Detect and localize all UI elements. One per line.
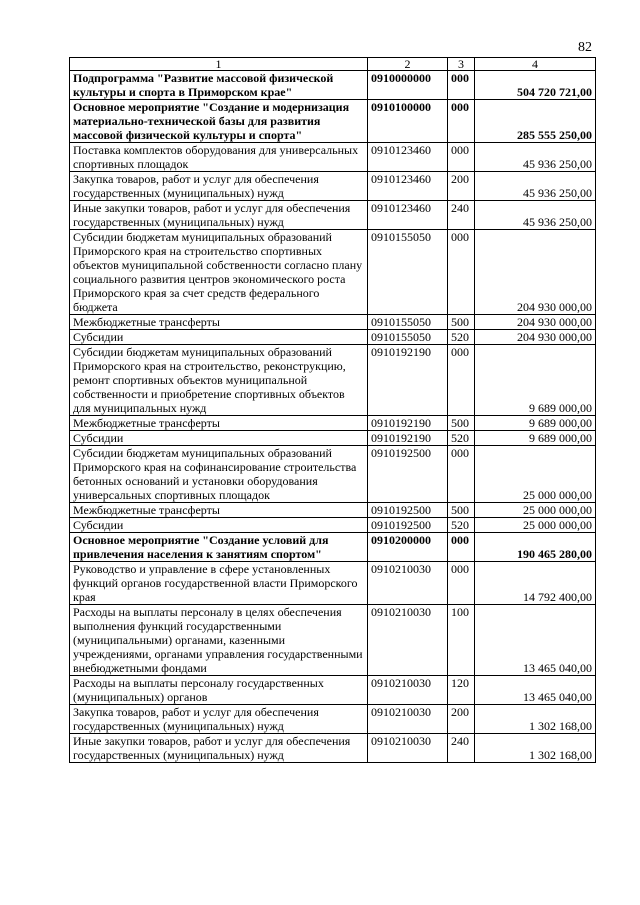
row-amount-cell: 25 000 000,00 [475, 518, 596, 533]
row-amount-cell: 504 720 721,00 [475, 71, 596, 100]
row-amount-cell: 45 936 250,00 [475, 172, 596, 201]
table-row [70, 416, 596, 431]
row-amount-cell: 25 000 000,00 [475, 503, 596, 518]
row-amount-cell: 9 689 000,00 [475, 416, 596, 431]
row-amount-cell: 9 689 000,00 [475, 345, 596, 416]
row-name-cell: Иные закупки товаров, работ и услуг для обеспечения государственных (муниципальных) нужд [70, 734, 368, 763]
row-name-cell: Субсидии бюджетам муниципальных образований Приморского края на софинансирование строительства бетонных оснований и установки оборудования универсальных спортивных площадок [70, 446, 368, 503]
row-type-cell: 240 [448, 734, 475, 763]
row-type-cell: 200 [448, 172, 475, 201]
row-type-cell: 520 [448, 330, 475, 345]
row-type-cell: 200 [448, 705, 475, 734]
row-name-cell: Субсидии [70, 330, 368, 345]
row-name-cell: Закупка товаров, работ и услуг для обеспечения государственных (муниципальных) нужд [70, 172, 368, 201]
table-row [70, 446, 596, 503]
row-code-cell: 0910123460 [368, 201, 448, 230]
row-name-cell: Субсидии бюджетам муниципальных образований Приморского края на строительство, реконструкцию, ремонт спортивных объектов муниципальной собственности и приобретение спортивных объектов для муниципальных нужд [70, 345, 368, 416]
table-row [70, 676, 596, 705]
row-name-cell: Руководство и управление в сфере установленных функций органов государственной власти Приморского края [70, 562, 368, 605]
row-name-cell: Иные закупки товаров, работ и услуг для обеспечения государственных (муниципальных) нужд [70, 201, 368, 230]
row-code-cell: 0910210030 [368, 734, 448, 763]
row-amount-cell: 285 555 250,00 [475, 100, 596, 143]
column-header-name: 1 [70, 58, 368, 71]
table-row [70, 345, 596, 416]
table-row [70, 518, 596, 533]
row-name-cell: Закупка товаров, работ и услуг для обеспечения государственных (муниципальных) нужд [70, 705, 368, 734]
table-row [70, 503, 596, 518]
table-header [70, 58, 596, 71]
row-amount-cell: 45 936 250,00 [475, 201, 596, 230]
table-row [70, 734, 596, 763]
row-code-cell: 0910123460 [368, 143, 448, 172]
table-row [70, 143, 596, 172]
row-type-cell: 100 [448, 605, 475, 676]
row-type-cell: 240 [448, 201, 475, 230]
row-name-cell: Субсидии [70, 431, 368, 446]
row-code-cell: 0910210030 [368, 705, 448, 734]
row-type-cell: 500 [448, 503, 475, 518]
row-amount-cell: 204 930 000,00 [475, 230, 596, 315]
row-type-cell: 500 [448, 315, 475, 330]
row-amount-cell: 13 465 040,00 [475, 676, 596, 705]
row-code-cell: 0910192500 [368, 446, 448, 503]
row-code-cell: 0910155050 [368, 315, 448, 330]
row-code-cell: 0910210030 [368, 676, 448, 705]
row-code-cell: 0910192190 [368, 416, 448, 431]
table-row [70, 201, 596, 230]
row-type-cell: 000 [448, 345, 475, 416]
row-type-cell: 000 [448, 562, 475, 605]
row-type-cell: 120 [448, 676, 475, 705]
column-header-type: 3 [448, 58, 475, 71]
row-amount-cell: 1 302 168,00 [475, 705, 596, 734]
row-amount-cell: 1 302 168,00 [475, 734, 596, 763]
row-type-cell: 520 [448, 518, 475, 533]
row-code-cell: 0910192500 [368, 518, 448, 533]
row-name-cell: Межбюджетные трансферты [70, 503, 368, 518]
row-amount-cell: 14 792 400,00 [475, 562, 596, 605]
row-code-cell: 0910210030 [368, 562, 448, 605]
row-code-cell: 0910155050 [368, 230, 448, 315]
row-type-cell: 000 [448, 71, 475, 100]
row-amount-cell: 204 930 000,00 [475, 315, 596, 330]
row-type-cell: 000 [448, 100, 475, 143]
budget-table [69, 57, 596, 763]
table-body [70, 71, 596, 763]
row-name-cell: Подпрограмма "Развитие массовой физической культуры и спорта в Приморском крае" [70, 71, 368, 100]
row-amount-cell: 190 465 280,00 [475, 533, 596, 562]
page-number: 82 [578, 40, 592, 55]
column-header-code: 2 [368, 58, 448, 71]
table-row [70, 533, 596, 562]
row-type-cell: 000 [448, 446, 475, 503]
row-name-cell: Основное мероприятие "Создание условий для привлечения населения к занятиям спортом" [70, 533, 368, 562]
row-type-cell: 000 [448, 230, 475, 315]
table-row [70, 315, 596, 330]
row-type-cell: 520 [448, 431, 475, 446]
row-name-cell: Межбюджетные трансферты [70, 416, 368, 431]
row-name-cell: Расходы на выплаты персоналу государственных (муниципальных) органов [70, 676, 368, 705]
row-amount-cell: 25 000 000,00 [475, 446, 596, 503]
row-code-cell: 0910000000 [368, 71, 448, 100]
row-name-cell: Поставка комплектов оборудования для универсальных спортивных площадок [70, 143, 368, 172]
row-amount-cell: 9 689 000,00 [475, 431, 596, 446]
table-row [70, 705, 596, 734]
row-code-cell: 0910200000 [368, 533, 448, 562]
row-name-cell: Субсидии бюджетам муниципальных образований Приморского края на строительство спортивных объектов муниципальной собственности согласно плану социального развития центров экономического роста Приморского края за счет средств федерального бюджета [70, 230, 368, 315]
table-row [70, 100, 596, 143]
table-row [70, 172, 596, 201]
row-type-cell: 500 [448, 416, 475, 431]
table-row [70, 330, 596, 345]
table-row [70, 562, 596, 605]
table-row [70, 71, 596, 100]
row-name-cell: Субсидии [70, 518, 368, 533]
column-header-amount: 4 [475, 58, 596, 71]
table-row [70, 605, 596, 676]
row-code-cell: 0910210030 [368, 605, 448, 676]
row-code-cell: 0910123460 [368, 172, 448, 201]
table-row [70, 230, 596, 315]
row-name-cell: Расходы на выплаты персоналу в целях обеспечения выполнения функций государственными (муниципальными) органами, казенными учреждениями, органами управления государственными внебюджетными фондами [70, 605, 368, 676]
row-code-cell: 0910192190 [368, 431, 448, 446]
row-name-cell: Межбюджетные трансферты [70, 315, 368, 330]
row-code-cell: 0910192190 [368, 345, 448, 416]
header-row [70, 58, 596, 71]
row-amount-cell: 45 936 250,00 [475, 143, 596, 172]
row-name-cell: Основное мероприятие "Создание и модернизация материально-технической базы для развития массовой физической культуры и спорта" [70, 100, 368, 143]
row-amount-cell: 13 465 040,00 [475, 605, 596, 676]
row-amount-cell: 204 930 000,00 [475, 330, 596, 345]
row-type-cell: 000 [448, 143, 475, 172]
row-code-cell: 0910100000 [368, 100, 448, 143]
table-row [70, 431, 596, 446]
row-code-cell: 0910155050 [368, 330, 448, 345]
row-code-cell: 0910192500 [368, 503, 448, 518]
row-type-cell: 000 [448, 533, 475, 562]
